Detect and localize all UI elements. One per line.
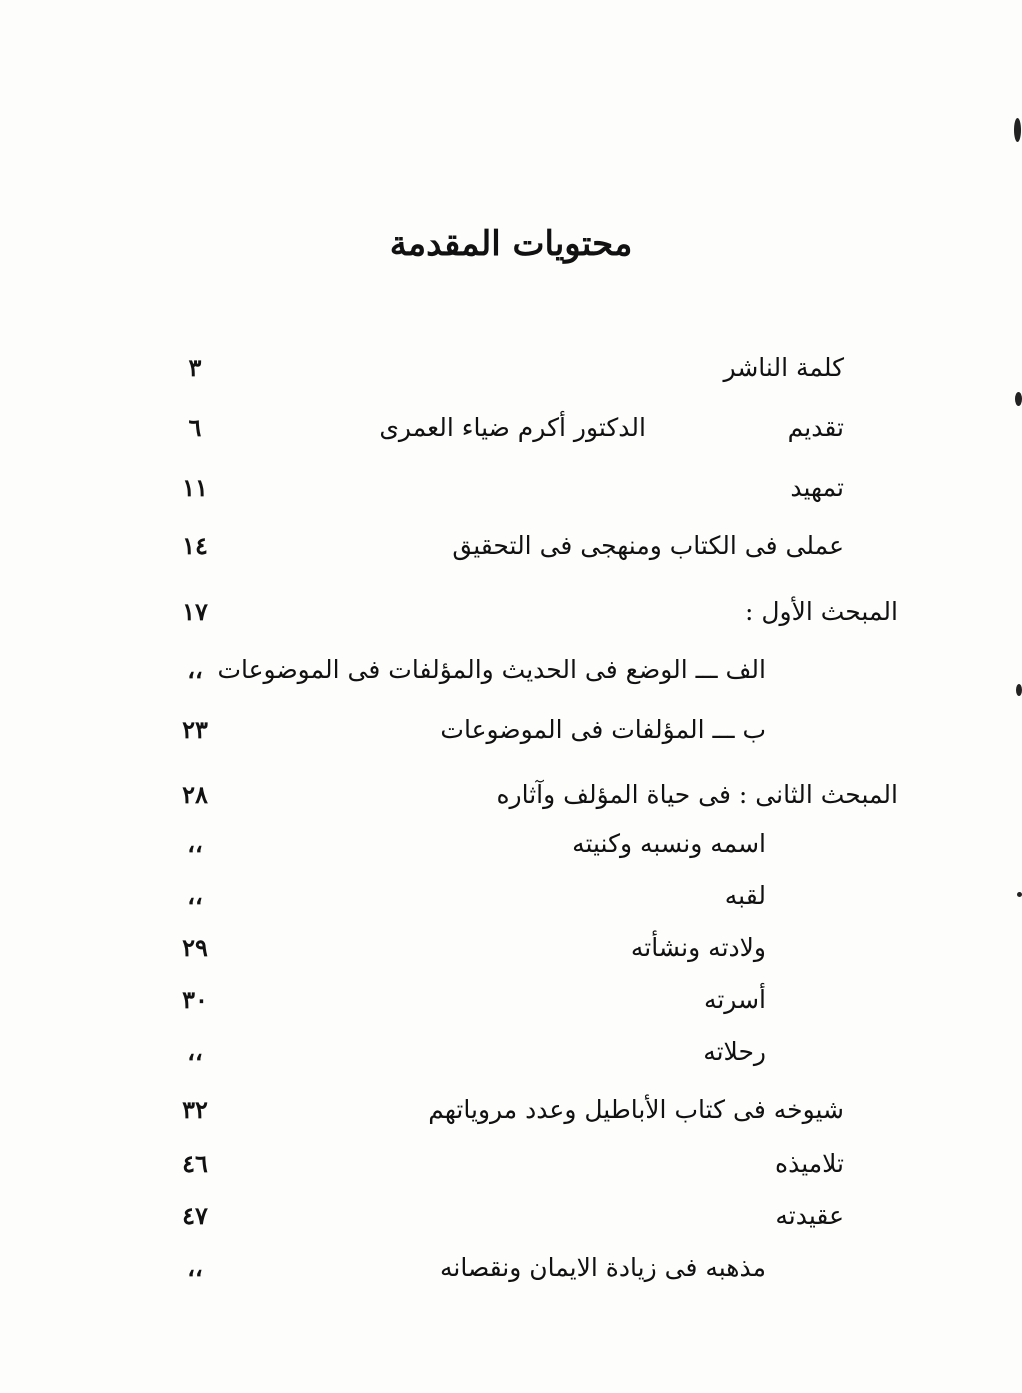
entry-title: تلاميذه — [774, 1149, 844, 1178]
toc-entry — [0, 650, 1022, 690]
page-number: ١٧ — [182, 597, 208, 626]
toc-entry — [0, 1090, 1022, 1130]
entry-title: لقبه — [724, 881, 766, 910]
toc-entry — [0, 824, 1022, 864]
toc-entry — [0, 1196, 1022, 1236]
page-number: ٣٢ — [182, 1095, 208, 1124]
entry-title: تمهيد — [790, 473, 844, 502]
page-number: ١١ — [182, 473, 208, 502]
scan-mark — [1015, 392, 1022, 406]
page-number: ٣ — [188, 353, 202, 382]
entry-title: ب ـــ المؤلفات فى الموضوعات — [440, 715, 766, 744]
page-number: ،، — [187, 1037, 203, 1066]
page-number: ،، — [187, 881, 203, 910]
entry-title: الف ـــ الوضع فى الحديث والمؤلفات فى الموضوعات — [217, 655, 766, 684]
page-number: ٣٠ — [182, 985, 208, 1014]
entry-title: أسرته — [703, 985, 766, 1014]
page-title: محتويات المقدمة — [389, 224, 633, 264]
entry-author: الدكتور أكرم ضياء العمرى — [379, 413, 646, 442]
page-number: ٢٣ — [182, 715, 208, 744]
entry-title: ولادته ونشأته — [630, 933, 766, 962]
toc-entry — [0, 592, 1022, 632]
toc-entry — [0, 468, 1022, 508]
entry-title: عقيدته — [775, 1201, 844, 1230]
scan-mark — [1017, 892, 1022, 897]
toc-entry — [0, 1248, 1022, 1288]
toc-entry — [0, 1144, 1022, 1184]
toc-entry — [0, 876, 1022, 916]
scan-mark — [1014, 118, 1021, 142]
entry-title: المبحث الأول : — [744, 597, 898, 626]
toc-entry — [0, 348, 1022, 388]
entry-title: اسمه ونسبه وكنيته — [572, 829, 766, 858]
entry-title: مذهبه فى زيادة الايمان ونقصانه — [439, 1253, 766, 1282]
toc-entry — [0, 775, 1022, 815]
toc-entry — [0, 408, 1022, 448]
toc-entry — [0, 710, 1022, 750]
entry-title: كلمة الناشر — [723, 353, 844, 382]
page-number: ٦ — [188, 413, 202, 442]
page-number: ،، — [187, 829, 203, 858]
entry-title: المبحث الثانى : فى حياة المؤلف وآثاره — [496, 780, 898, 809]
toc-entry — [0, 928, 1022, 968]
page-number: ٢٨ — [182, 780, 208, 809]
page-number: ،، — [187, 655, 203, 684]
page-number: ٤٦ — [182, 1149, 208, 1178]
toc-entry — [0, 526, 1022, 566]
page-number: ،، — [187, 1253, 203, 1282]
toc-entry — [0, 980, 1022, 1020]
scan-mark — [1016, 684, 1022, 696]
entry-title: شيوخه فى كتاب الأباطيل وعدد مروياتهم — [428, 1095, 844, 1124]
entry-title: رحلاته — [703, 1037, 766, 1066]
page-number: ١٤ — [182, 531, 208, 560]
page-number: ٢٩ — [182, 933, 208, 962]
toc-entry — [0, 1032, 1022, 1072]
entry-title: عملى فى الكتاب ومنهجى فى التحقيق — [452, 531, 844, 560]
entry-title: تقديم — [787, 413, 844, 442]
page-number: ٤٧ — [182, 1201, 208, 1230]
